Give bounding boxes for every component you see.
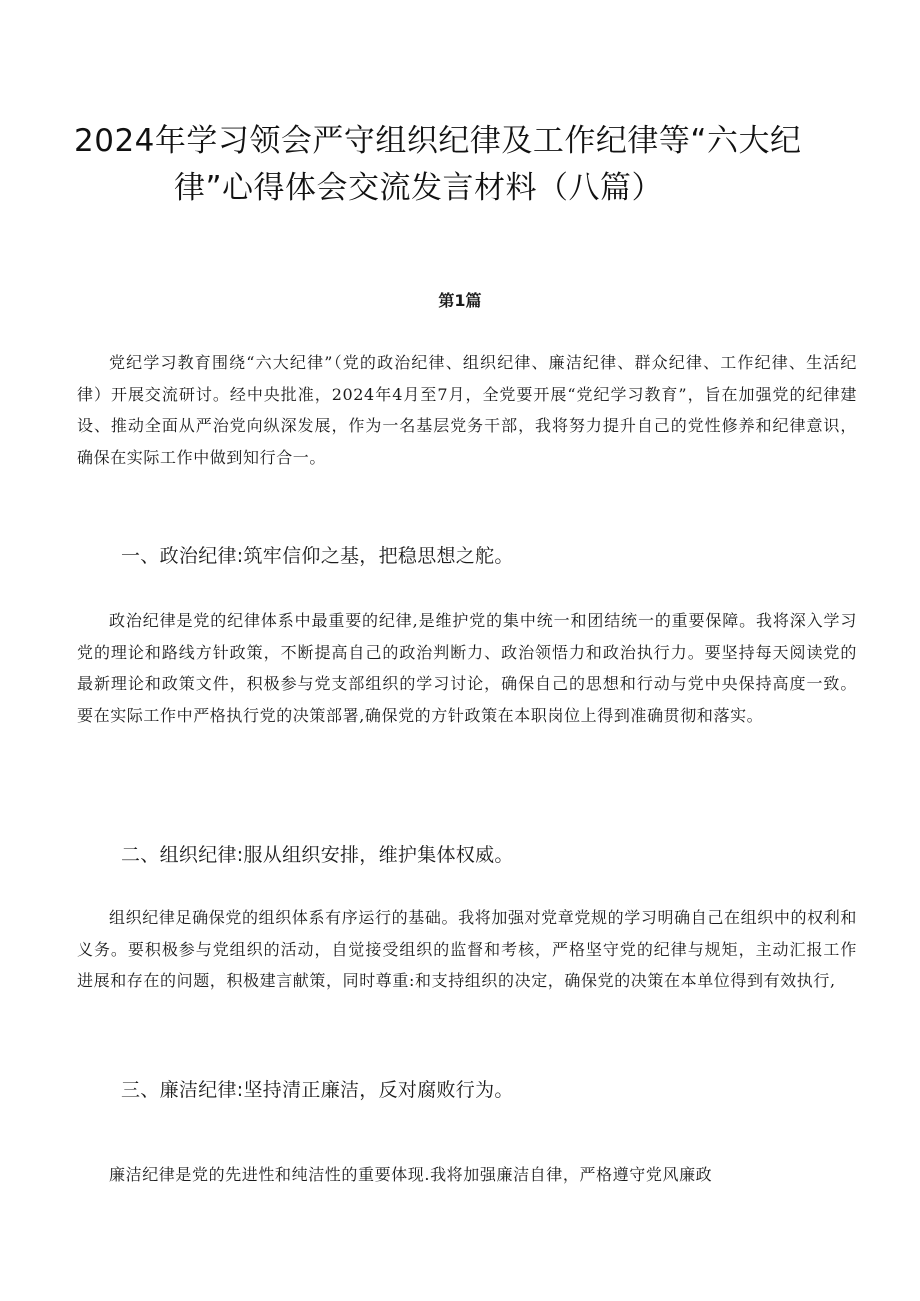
- section-2-body: 组织纪律足确保党的组织体系有序运行的基础。我将加强对党章党规的学习明确自己在组织中的权利和义务。要积极参与党组织的活动，自觉接受组织的监督和考核，严格坚守党的纪律与规矩，主动汇报工作进展和存在的问题，积极建言献策，同时尊重:和支持组织的决定，确保党的决策在本单位得到有效执行,: [77, 908, 857, 990]
- section-3-body: 廉洁纪律是党的先进性和纯洁性的重要体现.我将加强廉洁自律，严格遵守党风廉政: [109, 1165, 713, 1184]
- section-1-body: 政治纪律是党的纪律体系中最重要的纪律,是维护党的集中统一和团结统一的重要保障。我将深入学习党的理论和路线方针政策，不断提高自己的政治判断力、政治领悟力和政治执行力。要坚持每天阅读党的最新理论和政策文件，积极参与党支部组织的学习讨论，确保自己的思想和行动与党中央保持高度一致。要在实际工作中严格执行党的决策部署,确保党的方针政策在本职岗位上得到准确贯彻和落实。: [77, 611, 857, 725]
- section-1-heading: 一、政治纪律:筑牢信仰之基，把稳思想之舵。: [121, 545, 514, 567]
- intro-paragraph: 党纪学习教育围绕“六大纪律”（党的政治纪律、组织纪律、廉洁纪律、群众纪律、工作纪律、生活纪律）开展交流研讨。经中央批准，2024年4月至7月，全党要开展“党纪学习教育”，旨在加强党的纪律建设、推动全面从严治党向纵深发展，作为一名基层党务干部，我将努力提升自己的党性修养和纪律意识，确保在实际工作中做到知行合一。: [77, 353, 857, 467]
- chapter-label: 第1篇: [438, 291, 482, 310]
- section-3-heading: 三、廉洁纪律:坚持清正廉洁，反对腐败行为。: [121, 1079, 514, 1101]
- section-2-heading: 二、组织纪律:服从组织安排，维护集体权威。: [121, 844, 514, 866]
- document-title: [74, 118, 864, 212]
- title-line-2: 律”心得体会交流发言材料（八篇）: [174, 170, 664, 206]
- title-line-1: 2024年学习领会严守组织纪律及工作纪律等“六大纪: [74, 123, 802, 159]
